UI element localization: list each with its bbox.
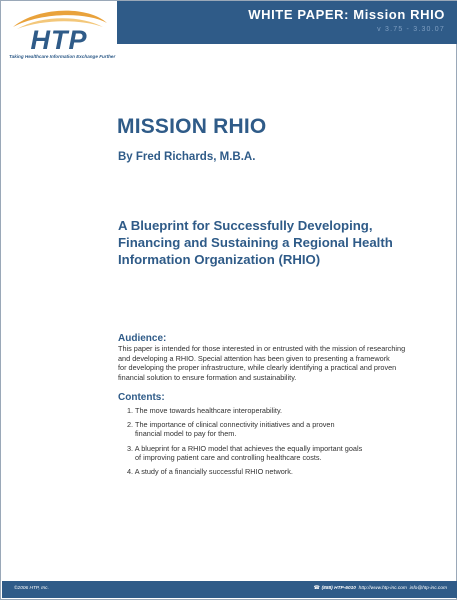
- header-version: v 3.75 - 3.30.07: [377, 26, 445, 33]
- logo-text: HTP: [30, 25, 88, 55]
- logo-tagline: Taking Healthcare Information Exchange Further: [9, 54, 116, 59]
- contents-item: [127, 444, 362, 462]
- subtitle-line: Financing and Sustaining a Regional Health: [118, 235, 393, 250]
- htp-logo-swoosh-icon: [7, 5, 111, 55]
- footer-email[interactable]: info@htp-inc.com: [409, 586, 447, 591]
- phone-icon: ☎: [313, 586, 320, 591]
- contents-item-line: 1. The move towards healthcare interoperability.: [127, 406, 283, 415]
- footer-band: [2, 581, 457, 598]
- audience-line: This paper is intended for those interested in or entrusted with the mission of researching: [118, 344, 406, 353]
- audience-line: for developing the proper infrastructure, while clearly identifying a practical and proven: [118, 363, 397, 373]
- document-author: By Fred Richards, M.B.A.: [118, 151, 256, 163]
- footer-phone: (888) HTP-6010: [321, 586, 356, 591]
- contents-list: [127, 406, 362, 481]
- audience-text: [118, 344, 405, 382]
- contents-item-line: 3. A blueprint for a RHIO model that achieves the equally important goals: [127, 443, 363, 453]
- document-subtitle: [118, 217, 438, 268]
- contents-item-line: of improving patient care and controlling healthcare costs.: [135, 452, 322, 462]
- audience-heading: Audience:: [118, 333, 167, 344]
- header-band: [117, 1, 457, 44]
- contents-item-line: 4. A study of a financially successful RHIO network.: [127, 467, 293, 477]
- htp-logo: [7, 5, 111, 55]
- subtitle-line: A Blueprint for Successfully Developing,: [118, 218, 373, 233]
- subtitle-line: Information Organization (RHIO): [118, 252, 321, 267]
- contents-heading: Contents:: [118, 392, 165, 403]
- audience-line: and developing a RHIO. Special attention has been given to presenting a framework: [118, 353, 390, 363]
- audience-line: financial solution to ensure formation and sustainability.: [118, 372, 297, 382]
- footer-contact: [314, 586, 447, 591]
- footer-copyright: ©2006 HTP, Inc.: [14, 586, 49, 591]
- contents-item: [127, 406, 362, 415]
- contents-item: [127, 467, 362, 476]
- document-title: MISSION RHIO: [117, 115, 267, 138]
- header-title: WHITE PAPER: Mission RHIO: [248, 7, 445, 22]
- contents-item-line: financial model to pay for them.: [135, 429, 237, 439]
- contents-item-line: 2. The importance of clinical connectivity initiatives and a proven: [127, 420, 335, 430]
- footer-website[interactable]: http://www.htp-inc.com: [358, 586, 407, 591]
- contents-item: [127, 420, 362, 438]
